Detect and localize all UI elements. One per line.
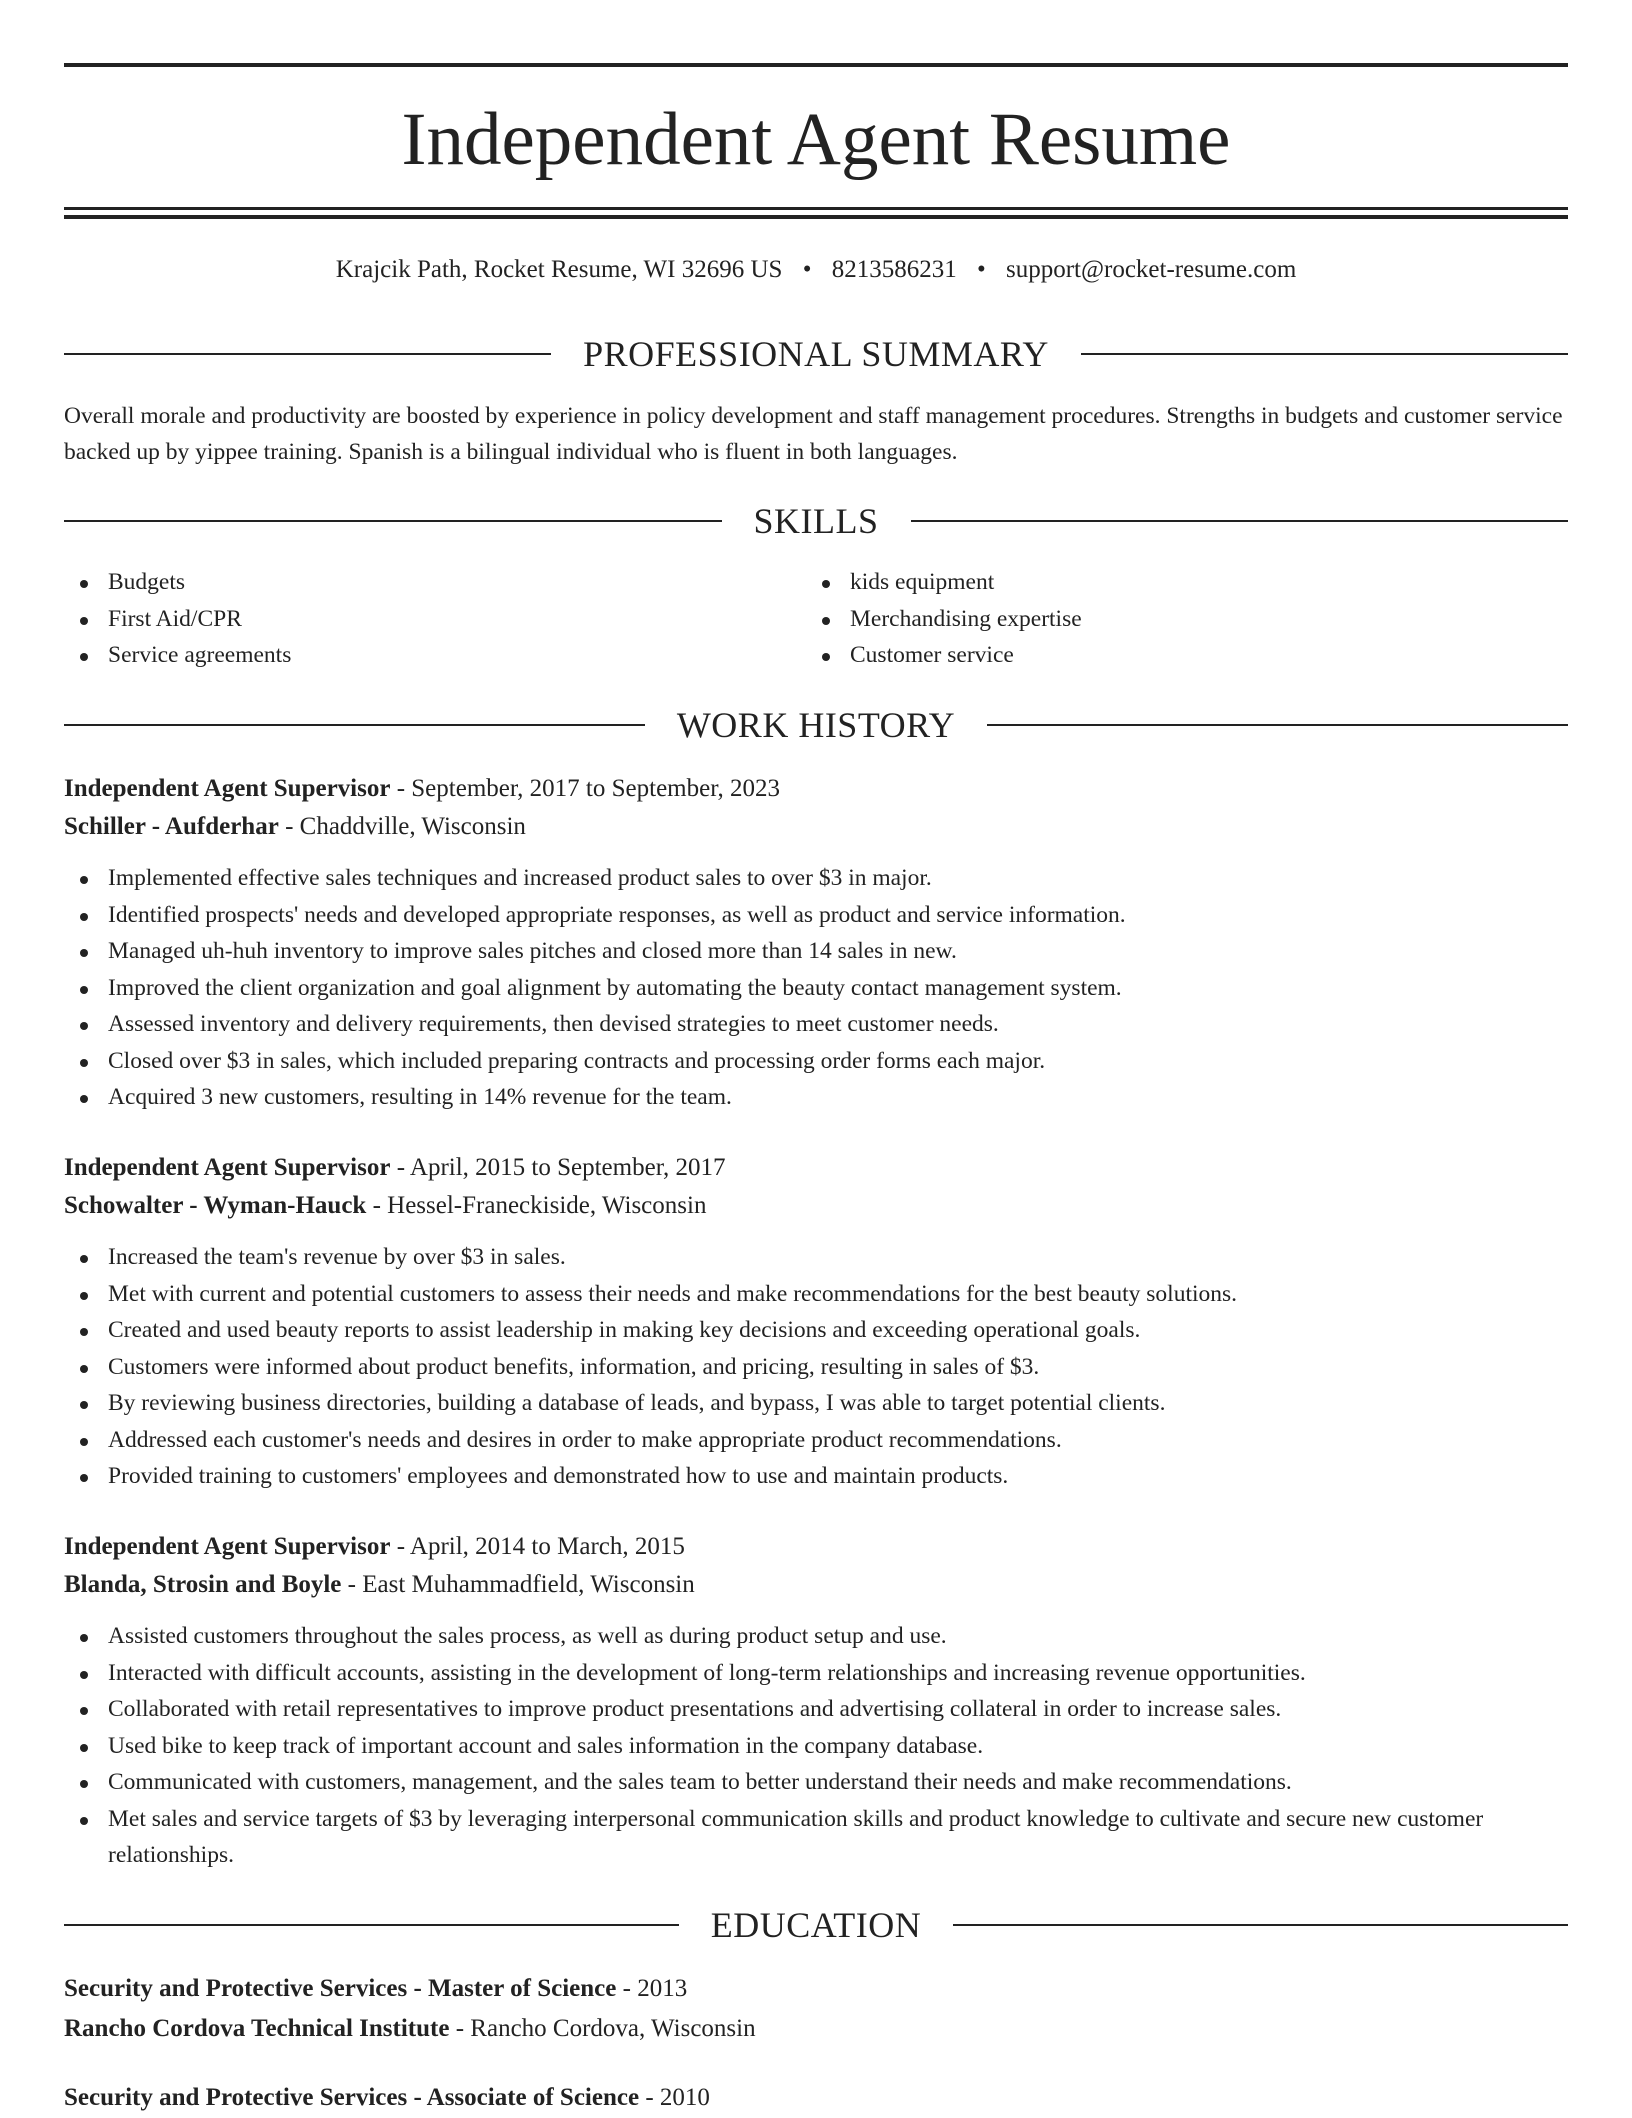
skill-item: Customer service xyxy=(806,637,1082,674)
job-location: - Chaddville, Wisconsin xyxy=(278,813,526,840)
divider xyxy=(64,724,645,726)
list-item: By reviewing business directories, building a database of leads, and bypass, I was able to target potential clients. xyxy=(64,1385,1568,1422)
skill-item: kids equipment xyxy=(806,564,1082,601)
list-item: Implemented effective sales techniques and increased product sales to over $3 in major. xyxy=(64,860,1568,897)
divider xyxy=(911,520,1569,522)
list-item: Interacted with difficult accounts, assisting in the development of long-term relationships and increasing revenue opportunities. xyxy=(64,1655,1568,1692)
list-item: Provided training to customers' employees and demonstrated how to use and maintain products. xyxy=(64,1458,1568,1495)
section-title: WORK HISTORY xyxy=(676,705,956,745)
education-degree: Security and Protective Services - Master of Science xyxy=(64,1975,617,2002)
job-company: Blanda, Strosin and Boyle xyxy=(64,1571,342,1598)
skill-item: Merchandising expertise xyxy=(806,601,1082,638)
divider xyxy=(953,1924,1568,1926)
job-company: Schowalter - Wyman-Hauck xyxy=(64,1192,367,1219)
summary-text: Overall morale and productivity are boosted by experience in policy development and staff management procedures. Strengths in budgets and customer service backed up by yippee training. Spanish is a bilingual individual who is fluent in both languages. xyxy=(64,403,1563,465)
job-company: Schiller - Aufderhar xyxy=(64,813,279,840)
job-dates: - April, 2015 to September, 2017 xyxy=(390,1154,726,1181)
job-entry xyxy=(64,1149,1568,1495)
divider xyxy=(987,724,1568,726)
job-entry xyxy=(64,770,1568,1116)
list-item: Collaborated with retail representatives to improve product presentations and advertising collateral in order to increase sales. xyxy=(64,1691,1568,1728)
skill-item: Service agreements xyxy=(64,637,291,674)
job-company-line xyxy=(64,1187,1568,1225)
section-title: PROFESSIONAL SUMMARY xyxy=(583,334,1049,374)
list-item: Used bike to keep track of important account and sales information in the company database. xyxy=(64,1728,1568,1765)
list-item: Improved the client organization and goal alignment by automating the beauty contact management system. xyxy=(64,970,1568,1007)
job-title-line xyxy=(64,770,1568,808)
education-year: - 2010 xyxy=(639,2084,710,2111)
job-title: Independent Agent Supervisor xyxy=(64,1533,391,1560)
top-rule xyxy=(64,63,1568,67)
education-year: - 2013 xyxy=(616,1975,688,2002)
education-degree: Security and Protective Services - Associate of Science xyxy=(64,2084,640,2111)
job-title-line xyxy=(64,1528,1568,1566)
job-bullets xyxy=(64,1618,1568,1874)
skills-column-left xyxy=(64,564,291,674)
divider xyxy=(64,520,722,522)
job-location: - Hessel-Franeckiside, Wisconsin xyxy=(366,1192,707,1219)
skill-item: Budgets xyxy=(64,564,291,601)
section-title: SKILLS xyxy=(753,501,879,541)
list-item: Assisted customers throughout the sales process, as well as during product setup and use. xyxy=(64,1618,1568,1655)
job-company-line xyxy=(64,808,1568,846)
section-heading-summary xyxy=(64,332,1568,376)
contact-line xyxy=(64,254,1568,286)
contact-phone: 8213586231 xyxy=(831,256,957,283)
education-school-line xyxy=(64,2009,1568,2049)
list-item: Managed uh-huh inventory to improve sales pitches and closed more than 14 sales in new. xyxy=(64,933,1568,970)
contact-separator: • xyxy=(976,256,986,283)
list-item: Communicated with customers, management, and the sales team to better understand their needs and make recommendations. xyxy=(64,1764,1568,1801)
job-entry xyxy=(64,1528,1568,1874)
divider xyxy=(1081,353,1568,355)
list-item: Identified prospects' needs and developed appropriate responses, as well as product and service information. xyxy=(64,897,1568,934)
divider xyxy=(64,353,551,355)
education-entry xyxy=(64,1969,1568,2049)
education-school: Rancho Cordova Technical Institute xyxy=(64,2015,450,2042)
list-item: Acquired 3 new customers, resulting in 14% revenue for the team. xyxy=(64,1079,1568,1116)
skills-column-right xyxy=(806,564,1082,674)
section-heading-skills xyxy=(64,499,1568,543)
divider xyxy=(64,1924,679,1926)
section-heading-work xyxy=(64,703,1568,747)
job-title: Independent Agent Supervisor xyxy=(64,775,391,802)
job-dates: - September, 2017 to September, 2023 xyxy=(390,775,781,802)
list-item: Addressed each customer's needs and desires in order to make appropriate product recommendations. xyxy=(64,1422,1568,1459)
section-title: EDUCATION xyxy=(710,1905,922,1945)
education-degree-line xyxy=(64,1969,1568,2009)
education-location: - Rancho Cordova, Wisconsin xyxy=(449,2015,756,2042)
education-entry xyxy=(64,2078,1568,2118)
title-rule-lower xyxy=(64,215,1568,219)
job-title-line xyxy=(64,1149,1568,1187)
job-bullets xyxy=(64,860,1568,1116)
list-item: Met with current and potential customers to assess their needs and make recommendations for the best beauty solutions. xyxy=(64,1276,1568,1313)
job-location: - East Muhammadfield, Wisconsin xyxy=(341,1571,695,1598)
job-dates: - April, 2014 to March, 2015 xyxy=(390,1533,685,1560)
section-heading-education xyxy=(64,1903,1568,1947)
title-rule-upper xyxy=(64,207,1568,210)
contact-separator: • xyxy=(802,256,812,283)
job-title: Independent Agent Supervisor xyxy=(64,1154,391,1181)
list-item: Closed over $3 in sales, which included preparing contracts and processing order forms each major. xyxy=(64,1043,1568,1080)
list-item: Assessed inventory and delivery requirements, then devised strategies to meet customer needs. xyxy=(64,1006,1568,1043)
contact-address: Krajcik Path, Rocket Resume, WI 32696 US xyxy=(335,256,783,283)
job-bullets xyxy=(64,1239,1568,1495)
list-item: Increased the team's revenue by over $3 in sales. xyxy=(64,1239,1568,1276)
contact-email: support@rocket-resume.com xyxy=(1005,256,1297,283)
education-degree-line xyxy=(64,2078,1568,2118)
skill-item: First Aid/CPR xyxy=(64,601,291,638)
list-item: Customers were informed about product benefits, information, and pricing, resulting in sales of $3. xyxy=(64,1349,1568,1386)
page-title: Independent Agent Resume xyxy=(401,98,1231,181)
list-item: Met sales and service targets of $3 by leveraging interpersonal communication skills and product knowledge to cultivate and secure new customer relationships. xyxy=(64,1801,1568,1874)
job-company-line xyxy=(64,1566,1568,1604)
list-item: Created and used beauty reports to assist leadership in making key decisions and exceeding operational goals. xyxy=(64,1312,1568,1349)
